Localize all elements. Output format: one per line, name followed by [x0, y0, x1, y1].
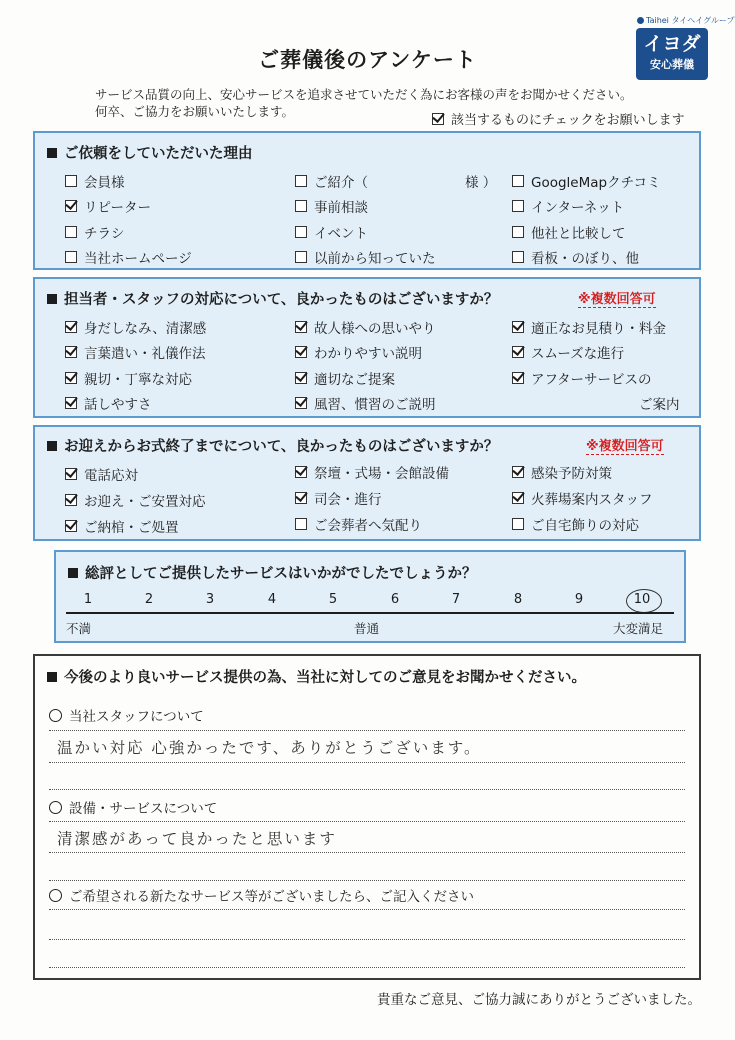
section-title-ceremony: お迎えからお式終了までについて、良かったものはございますか？: [47, 435, 498, 456]
answer-line: [49, 852, 685, 853]
section-opinions: [33, 654, 701, 980]
checkbox-infection[interactable]: 感染予防対策: [512, 462, 612, 482]
answer-facilities[interactable]: 清潔感があって良かったと思います: [57, 830, 337, 848]
question-new-services: ご希望される新たなサービス等がございましたら、ご記入ください: [49, 885, 474, 905]
square-bullet-icon: [47, 672, 57, 682]
checkbox-repeater[interactable]: リピーター: [65, 196, 151, 216]
rating-option-2[interactable]: 2: [144, 592, 154, 607]
checkbox-checked-icon[interactable]: [65, 397, 77, 409]
checkbox-fair-price[interactable]: 適正なお見積り・料金: [512, 317, 666, 337]
checkbox-event[interactable]: イベント: [295, 222, 368, 242]
section-ceremony: [33, 425, 701, 541]
checkbox-icon[interactable]: [512, 175, 524, 187]
checkbox-icon[interactable]: [295, 251, 307, 263]
checkbox-kindness[interactable]: 親切・丁寧な対応: [65, 368, 192, 388]
checkbox-checked-icon[interactable]: [65, 321, 77, 333]
checkbox-checked-icon[interactable]: [65, 468, 77, 480]
logo-subtext: 安心葬儀: [650, 58, 694, 71]
selected-rating-circle: [626, 589, 662, 613]
answer-line: [49, 939, 685, 940]
checkbox-checked-icon[interactable]: [295, 492, 307, 504]
answer-line: [49, 789, 685, 790]
checkbox-checked-icon[interactable]: [512, 466, 524, 478]
section-title-staff: 担当者・スタッフの対応について、良かったものはございますか？: [47, 288, 498, 309]
rating-label-mid: 普通: [354, 621, 380, 636]
checkbox-checked-icon[interactable]: [65, 372, 77, 384]
circle-bullet-icon: [49, 801, 62, 814]
checkbox-checked-icon[interactable]: [512, 321, 524, 333]
brand-mark-icon: [637, 17, 644, 24]
thank-you-footer: 貴重なご意見、ご協力誠にありがとうございました。: [377, 992, 701, 1008]
page-title: ご葬儀後のアンケート: [258, 48, 477, 72]
rating-option-5[interactable]: 5: [328, 592, 338, 607]
checkbox-checked-icon[interactable]: [295, 466, 307, 478]
checkbox-aftercare[interactable]: アフターサービスの: [512, 368, 652, 388]
checkbox-encoffin[interactable]: ご納棺・ご処置: [65, 516, 179, 536]
rating-option-4[interactable]: 4: [267, 592, 277, 607]
checkbox-clear-explanation[interactable]: わかりやすい説明: [295, 342, 422, 362]
checkbox-checked-icon[interactable]: [512, 346, 524, 358]
circle-bullet-icon: [49, 709, 62, 722]
checkbox-proposal[interactable]: 適切なご提案: [295, 368, 395, 388]
rating-option-3[interactable]: 3: [205, 592, 215, 607]
checkbox-flyer[interactable]: チラシ: [65, 222, 125, 242]
checkbox-approachable[interactable]: 話しやすさ: [65, 393, 152, 413]
rating-option-7[interactable]: 7: [451, 592, 461, 607]
multiple-answer-note: ※複数回答可: [578, 288, 656, 308]
checkbox-crematorium[interactable]: 火葬場案内スタッフ: [512, 488, 653, 508]
checkbox-icon[interactable]: [295, 175, 307, 187]
circle-bullet-icon: [49, 889, 62, 902]
checkbox-checked-icon[interactable]: [295, 397, 307, 409]
checkbox-prior-consult[interactable]: 事前相談: [295, 196, 368, 216]
square-bullet-icon: [47, 441, 57, 451]
checkbox-checked-icon[interactable]: [65, 494, 77, 506]
checkbox-checked-icon[interactable]: [295, 372, 307, 384]
rating-option-1[interactable]: 1: [83, 592, 93, 607]
intro-text-1: サービス品質の向上、安心サービスを追求させていただく為にお客様の声をお聞かせください。: [95, 87, 633, 102]
answer-line: [49, 730, 685, 731]
checkbox-checked-icon[interactable]: [65, 200, 77, 212]
checkbox-referral[interactable]: ご紹介（: [295, 171, 368, 191]
answer-line: [49, 762, 685, 763]
answer-line: [49, 909, 685, 910]
checkmark-icon: [432, 113, 444, 125]
checkbox-pickup[interactable]: お迎え・ご安置対応: [65, 490, 206, 510]
answer-line: [49, 821, 685, 822]
referral-suffix: 様 ）: [465, 175, 497, 191]
brand-group-label: Taihei タイヘイグループ: [637, 15, 735, 26]
section-staff: [33, 277, 701, 418]
checkbox-icon[interactable]: [295, 200, 307, 212]
rating-scale-line: [66, 612, 674, 614]
checkbox-checked-icon[interactable]: [65, 520, 77, 532]
question-staff: 当社スタッフについて: [49, 705, 204, 725]
checkbox-checked-icon[interactable]: [512, 492, 524, 504]
check-instruction: 該当するものにチェックをお願いします: [432, 109, 685, 128]
checkbox-icon[interactable]: [512, 251, 524, 263]
square-bullet-icon: [68, 568, 78, 578]
checkbox-home-decoration[interactable]: ご自宅飾りの対応: [512, 514, 639, 534]
checkbox-compassion[interactable]: 故人様への思いやり: [295, 317, 436, 337]
checkbox-icon[interactable]: [512, 226, 524, 238]
checkbox-icon[interactable]: [295, 518, 307, 530]
checkbox-checked-icon[interactable]: [295, 346, 307, 358]
checkbox-checked-icon[interactable]: [512, 372, 524, 384]
rating-label-low: 不満: [66, 621, 92, 636]
rating-option-6[interactable]: 6: [390, 592, 400, 607]
multiple-answer-note: ※複数回答可: [586, 435, 664, 455]
question-facilities: 設備・サービスについて: [49, 797, 217, 817]
logo-text: イヨダ: [643, 33, 701, 55]
checkbox-smooth[interactable]: スムーズな進行: [512, 342, 624, 362]
answer-line: [49, 880, 685, 881]
rating-scale-numbers: [64, 592, 674, 612]
section-reason: [33, 131, 701, 270]
checkbox-grooming[interactable]: 身だしなみ、清潔感: [65, 317, 206, 337]
rating-option-10[interactable]: 10: [633, 592, 651, 607]
checkbox-homepage[interactable]: 当社ホームページ: [65, 247, 192, 267]
section-title-reason: ご依頼をしていただいた理由: [47, 142, 253, 163]
checkbox-compared[interactable]: 他社と比較して: [512, 222, 626, 242]
intro-text-2: 何卒、ご協力をお願いいたします。: [95, 104, 295, 119]
checkbox-icon[interactable]: [512, 518, 524, 530]
checkbox-googlemap[interactable]: GoogleMapクチコミ: [512, 171, 661, 191]
section-title-rating: 総評としてご提供したサービスはいかがでしたでしょうか？: [68, 562, 477, 583]
section-overall-rating: [54, 550, 686, 643]
square-bullet-icon: [47, 294, 57, 304]
checkbox-mc[interactable]: 司会・進行: [295, 488, 382, 508]
rating-label-high: 大変満足: [613, 621, 664, 636]
checkbox-icon[interactable]: [65, 175, 77, 187]
square-bullet-icon: [47, 148, 57, 158]
answer-line: [49, 967, 685, 968]
checkbox-checked-icon[interactable]: [295, 321, 307, 333]
aftercare-continuation: ご案内: [639, 397, 680, 413]
checkbox-phone[interactable]: 電話応対: [65, 464, 138, 484]
checkbox-manners[interactable]: 言葉遣い・礼儀作法: [65, 342, 206, 362]
checkbox-icon[interactable]: [295, 226, 307, 238]
checkbox-icon[interactable]: [512, 200, 524, 212]
checkbox-member[interactable]: 会員様: [65, 171, 125, 191]
checkbox-checked-icon[interactable]: [65, 346, 77, 358]
checkbox-known-before[interactable]: 以前から知っていた: [295, 247, 436, 267]
rating-option-9[interactable]: 9: [574, 592, 584, 607]
rating-option-8[interactable]: 8: [513, 592, 523, 607]
section-title-opinions: 今後のより良いサービス提供の為、当社に対してのご意見をお聞かせください。: [47, 666, 586, 687]
answer-staff[interactable]: 温かい対応 心強かったです、ありがとうございます。: [57, 739, 482, 757]
checkbox-altar[interactable]: 祭壇・式場・会館設備: [295, 462, 449, 482]
checkbox-icon[interactable]: [65, 251, 77, 263]
checkbox-customs[interactable]: 風習、慣習のご説明: [295, 393, 436, 413]
checkbox-internet[interactable]: インターネット: [512, 196, 624, 216]
checkbox-attendee-care[interactable]: ご会葬者へ気配り: [295, 514, 422, 534]
checkbox-icon[interactable]: [65, 226, 77, 238]
checkbox-signboard[interactable]: 看板・のぼり、他: [512, 247, 639, 267]
